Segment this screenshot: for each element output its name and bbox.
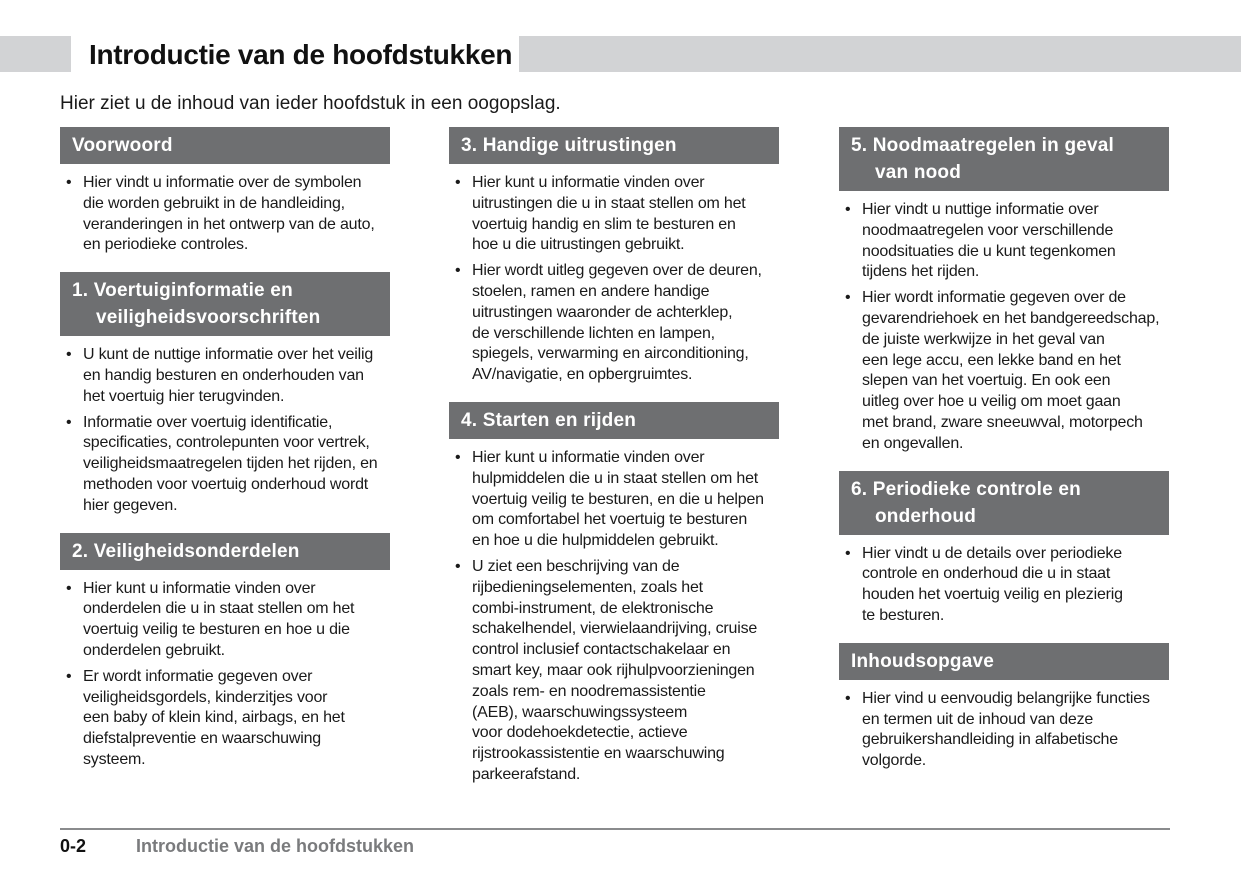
footer-title: Introductie van de hoofdstukken [136, 836, 415, 856]
chapter-heading: 2. Veiligheidsonderdelen [60, 533, 390, 570]
chapter-heading: Inhoudsopgave [839, 643, 1169, 680]
chapter-heading: Voorwoord [60, 127, 390, 164]
bullet-item: • Hier vindt u informatie over de symbolen die worden gebruikt in de handleiding, veranderingen in het ontwerp van de auto, en periodieke controles. [60, 173, 390, 256]
chapter-section [839, 471, 1169, 627]
bullet-item: • Hier vindt u nuttige informatie over noodmaatregelen voor verschillende noodsituaties die u kunt tegenkomen tijdens het rijden. [839, 200, 1169, 283]
bullet-item: • Hier vind u eenvoudig belangrijke functies en termen uit de inhoud van deze gebruikershandleiding in alfabetische volgorde. [839, 689, 1169, 772]
bullet-item: • Hier kunt u informatie vinden over hulpmiddelen die u in staat stellen om het voertuig veilig te besturen, en die u helpen om comfortabel het voertuig te besturen en hoe u die hulpmiddelen gebruikt. [449, 448, 779, 552]
bullet-list [60, 579, 390, 771]
bullet-item: • U kunt de nuttige informatie over het veilig en handig besturen en onderhouden van het voertuig hier terugvinden. [60, 345, 390, 407]
bullet-item: • Hier wordt uitleg gegeven over de deuren, stoelen, ramen en andere handige uitrustingen waaronder de achterklep, de verschillende lichten en lampen, spiegels, verwarming en airconditioning, AV/navigatie, en opbergruimtes. [449, 261, 779, 386]
bullet-list [449, 173, 779, 386]
bullet-list [839, 689, 1169, 772]
bullet-list [60, 173, 390, 256]
chapter-heading: 5. Noodmaatregelen in geval van nood [839, 127, 1169, 191]
chapter-heading: 1. Voertuiginformatie en veiligheidsvoorschriften [60, 272, 390, 336]
chapter-heading: 3. Handige uitrustingen [449, 127, 779, 164]
chapter-section [449, 402, 779, 786]
column-1 [60, 127, 390, 787]
chapter-section [839, 643, 1169, 772]
bullet-list [449, 448, 779, 786]
bullet-item: • Hier vindt u de details over periodieke controle en onderhoud die u in staat houden het voertuig veilig en plezierig te besturen. [839, 544, 1169, 627]
page-title: Introductie van de hoofdstukken [89, 39, 513, 70]
bullet-item: • Hier wordt informatie gegeven over de gevarendriehoek en het bandgereedschap, de juiste werkwijze in het geval van een lege accu, een lekke band en het slepen van het voertuig. En ook een uitleg over hoe u veilig om moet gaan met brand, zware sneeuwval, motorpech en ongevallen. [839, 288, 1169, 454]
intro-text: Hier ziet u de inhoud van ieder hoofdstuk in een oogopslag. [60, 93, 561, 114]
column-2 [449, 127, 779, 802]
chapter-heading: 4. Starten en rijden [449, 402, 779, 439]
chapter-section [60, 533, 390, 771]
bullet-item: • Hier kunt u informatie vinden over onderdelen die u in staat stellen om het voertuig veilig te besturen en hoe u die onderdelen gebruikt. [60, 579, 390, 662]
chapter-section [60, 272, 390, 516]
bullet-item: • U ziet een beschrijving van de rijbedieningselementen, zoals het combi-instrument, de elektronische schakelhendel, vierwielaandrijving, cruise control inclusief contactschakelaar en smart key, maar ook rijhulpvoorzieningen zoals rem- en noodremassistentie (AEB), waarschuwingssysteem voor dodehoekdetectie, actieve rijstrookassistentie en waarschuwing parkeerafstand. [449, 557, 779, 786]
chapter-section [449, 127, 779, 386]
title-bar-left [0, 36, 71, 72]
chapter-heading: 6. Periodieke controle en onderhoud [839, 471, 1169, 535]
bullet-item: • Hier kunt u informatie vinden over uitrustingen die u in staat stellen om het voertuig handig en slim te besturen en hoe u die uitrustingen gebruikt. [449, 173, 779, 256]
chapter-section [60, 127, 390, 256]
bullet-item: • Er wordt informatie gegeven over veiligheidsgordels, kinderzitjes voor een baby of klein kind, airbags, en het diefstalpreventie en waarschuwing systeem. [60, 667, 390, 771]
bullet-list [839, 200, 1169, 455]
footer-rule [60, 828, 1170, 830]
bullet-item: • Informatie over voertuig identificatie, specificaties, controlepunten voor vertrek, veiligheidsmaatregelen tijden het rijden, en methoden voor voertuig onderhoud wordt hier gegeven. [60, 413, 390, 517]
bullet-list [839, 544, 1169, 627]
page-number: 0-2 [60, 836, 87, 856]
chapter-section [839, 127, 1169, 455]
bullet-list [60, 345, 390, 516]
title-bar-right [519, 36, 1241, 72]
column-3 [839, 127, 1169, 788]
